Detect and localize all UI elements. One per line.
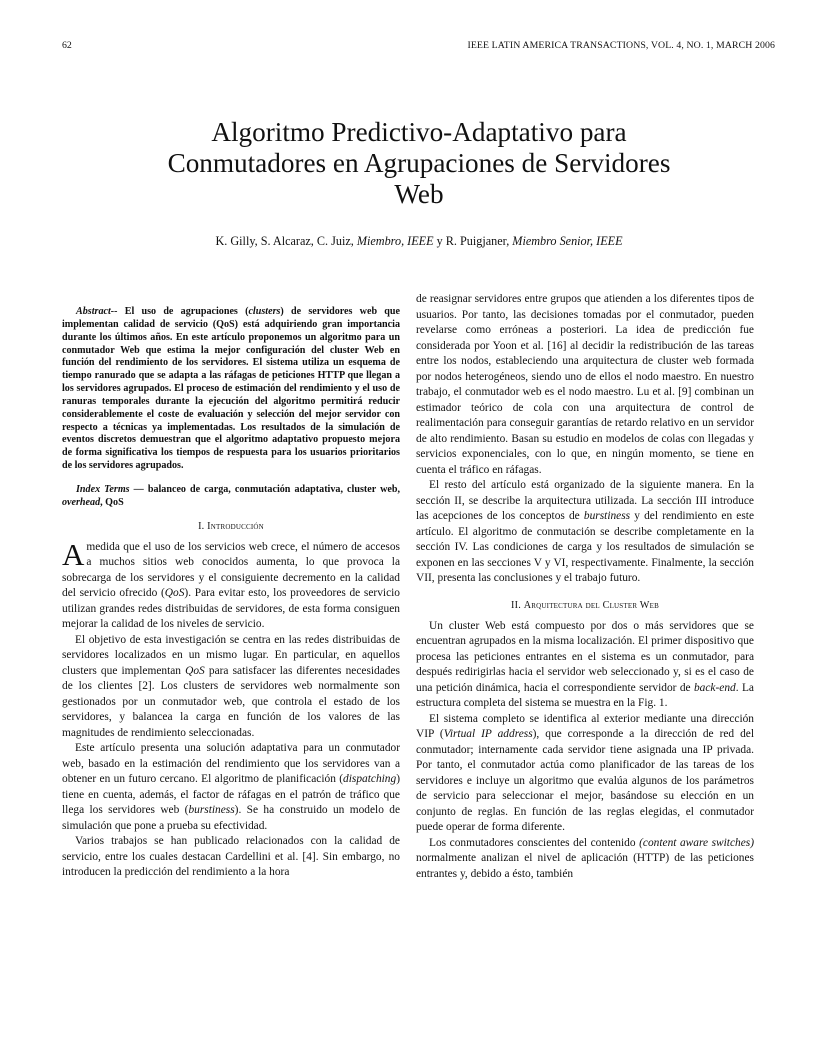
title-line: Conmutadores en Agrupaciones de Servidores bbox=[167, 148, 671, 178]
section-title: Arquitectura del Cluster Web bbox=[523, 599, 659, 611]
section-heading-introduction bbox=[62, 520, 400, 533]
paragraph bbox=[62, 536, 400, 633]
author-list bbox=[60, 234, 778, 249]
paragraph-text: ), que corresponde a la dirección de red del conmutador; internamente cada servidor tiene asignada una IP privada. Por tanto, el conmutador actúa como planificador de las tareas de los servidores e incluye un algoritmo que evalúa algunos de los parámetros de servicio para seleccionar el mejor, basándose su elección en un conjunto de reglas. En función de las reglas elegidas, el conmutador puede operar de forma diferente. bbox=[416, 728, 755, 833]
abstract-label: Abstract-- bbox=[76, 306, 118, 317]
paragraph-text: Este artículo presenta una solución adaptativa para un conmutador web, basado en la estimación del rendimiento que los servidores van a obtener en un futuro cercano. El algoritmo de planificación ( bbox=[62, 742, 400, 786]
emphasis: burstiness bbox=[188, 804, 235, 817]
left-column bbox=[62, 306, 400, 881]
author-role: Miembro Senior, IEEE bbox=[512, 234, 623, 248]
emphasis: burstiness bbox=[583, 510, 631, 522]
paragraph-text: ). Para evitar esto, los proveedores de servicio utilizan grandes redes distribuidas de servidores, de esta forma consiguen mejorar la calidad de los niveles de servicio. bbox=[62, 587, 400, 631]
index-terms bbox=[62, 484, 400, 510]
author-role: Miembro, IEEE bbox=[356, 234, 434, 248]
paragraph-text: ). Se ha construido un modelo de simulación que pone a prueba su efectividad. bbox=[62, 804, 401, 832]
paper-title bbox=[60, 117, 778, 210]
paragraph-text: para satisfacer las diferentes necesidades de los clientes [2]. Los clusters de servidores web normalmente son gestionados por un conmutador web, que controla el estado de los servidores, y balancea la carga en función de los valores de las magnitudes de rendimiento seleccionadas. bbox=[62, 664, 400, 739]
paragraph-text: El resto del artículo está organizado de la siguiente manera. En la sección II, se describe la arquitectura utilizada. La sección III introduce las acepciones de los conceptos de bbox=[416, 479, 754, 522]
abstract-text: ) de servidores web que implementan calidad de servicio (QoS) está adquiriendo gran importancia durante los últimos años. En este artículo proponemos un algoritmo para un conmutador Web que estima la mejor configuración del cluster Web en función del rendimiento de los servidores. El sistema utiliza un esquema de tiempo ranurado que se adapta a las ráfagas de peticiones HTTP que llegan a los servidores agrupados. El proceso de estimación del rendimiento y el uso de ranuras temporales durante la ejecución del algoritmo permitirá reducir considerablemente el coste de evaluación y selección del mejor servidor con respecto a técnicas ya implementadas. Los resultados de la simulación de eventos discretos demuestran que el algoritmo adaptativo propuesto mejora de forma significativa los tiempos de respuesta para los usuarios prioritarios de los servidores agrupados. bbox=[62, 306, 401, 472]
index-terms-text: — balanceo de carga, conmutación adaptativa, cluster web, bbox=[129, 483, 400, 495]
emphasis: QoS bbox=[164, 587, 185, 600]
paragraph bbox=[416, 836, 754, 883]
paragraph bbox=[416, 619, 754, 712]
paragraph-text: El objetivo de esta investigación se centra en las redes distribuidas de servidores localizados en un mismo lugar. En particular, en aquellos clusters que implementan bbox=[62, 633, 400, 677]
paragraph bbox=[62, 741, 400, 834]
paragraph: de reasignar servidores entre grupos que atienden a los diferentes tipos de usuarios. Por tanto, las decisiones tomadas por el conmutador, pueden revelarse como erróneas a posteriori. La idea de predicción fue considerada por Yoon et al. [16] al decidir la redistribución de las tareas entre los nodos, estableciendo una arquitectura de cluster web formada por nodos heterogéneos, siendo uno de ellos el nodo maestro. En nuestro trabajo, el conmutador web es el nodo maestro. Lu et al. [9] combinan un estimador teórico de cola con una arquitectura de control de realimentación para conseguir garantías de retardo relativo en un servidor de alto rendimiento. Basan su estudio en modelos de colas con llegadas y servicios exponenciales, con lo que, en ningún momento, se tiene en cuenta el tráfico en ráfagas. bbox=[416, 293, 754, 476]
introduction-continued bbox=[416, 292, 754, 587]
page-header bbox=[62, 39, 775, 53]
index-terms-text: , QoS bbox=[100, 496, 124, 508]
title-line: Web bbox=[394, 179, 444, 209]
right-column bbox=[416, 292, 754, 882]
emphasis: (content aware switches) bbox=[639, 836, 754, 849]
section-numeral: I. bbox=[198, 520, 208, 532]
paragraph-text: normalmente analizan el nivel de aplicación (HTTP) de las peticiones entrantes y, debido a ésto, también bbox=[416, 852, 754, 880]
paragraph bbox=[62, 633, 400, 742]
paragraph-text: ) tiene en cuenta, además, el factor de ráfagas en el patrón de tráfico que llega los servidores web ( bbox=[62, 773, 400, 817]
introduction-body bbox=[62, 536, 401, 881]
paragraph-text: y del rendimiento en este artículo. El algoritmo de conmutación se describe completamente en la sección IV. Las condiciones de carga y los resultados de simulación se exponen en las secciones V y VI, respectivamente. Finalmente, la sección VII, presenta las conclusiones y el trabajo futuro. bbox=[416, 510, 754, 584]
index-terms-label: Index Terms bbox=[76, 483, 130, 495]
paragraph bbox=[416, 712, 754, 836]
title-line: Algoritmo Predictivo-Adaptativo para bbox=[211, 117, 627, 147]
abstract-emphasis: clusters bbox=[248, 306, 281, 317]
section-numeral: II. bbox=[511, 599, 524, 611]
index-terms-emphasis: overhead bbox=[62, 496, 101, 508]
architecture-body bbox=[416, 619, 754, 883]
paragraph-text: medida que el uso de los servicios web crece, el número de accesos a muchos sitios web conocidos aumenta, lo que provoca la sobrecarga de los servidores y el consiguiente decremento en la calidad del servicio ofrecido ( bbox=[62, 540, 400, 600]
section-title: Introducción bbox=[207, 520, 264, 532]
paragraph: Varios trabajos se han publicado relacionados con la calidad de servicio, entre los cuales destacan Cardellini et al. [4]. Sin embargo, no introducen la predicción del rendimiento a la hora bbox=[62, 835, 400, 879]
abstract bbox=[62, 306, 400, 473]
paragraph-text: El sistema completo se identifica al exterior mediante una dirección VIP ( bbox=[416, 712, 754, 740]
paragraph-text: Un cluster Web está compuesto por dos o más servidores que se encuentran agrupados en la misma localización. El primer dispositivo que procesa las peticiones entrantes en el sistema es un conmutador, para después redirigirlas hacia el servidor web seleccionado y, si es el caso de una petición dinámica, hacia el correspondiente servidor de bbox=[416, 619, 754, 694]
emphasis: back-end bbox=[693, 681, 736, 694]
author-names: K. Gilly, S. Alcaraz, C. Juiz, bbox=[215, 234, 357, 248]
journal-running-head: IEEE LATIN AMERICA TRANSACTIONS, VOL. 4, NO. 1, MARCH 2006 bbox=[467, 40, 775, 51]
abstract-text: El uso de agrupaciones ( bbox=[117, 306, 249, 317]
section-heading-architecture bbox=[416, 599, 754, 612]
emphasis: Virtual IP address bbox=[443, 728, 533, 740]
paragraph-text: . La estructura completa del sistema se muestra en la Fig. 1. bbox=[416, 681, 754, 709]
drop-cap: A bbox=[62, 536, 85, 572]
author-names: y R. Puigjaner, bbox=[433, 234, 513, 248]
paragraph-text: Los conmutadores conscientes del contenido bbox=[429, 836, 640, 849]
emphasis: dispatching bbox=[343, 773, 397, 786]
page-number: 62 bbox=[62, 40, 72, 51]
paragraph bbox=[416, 478, 754, 587]
emphasis: QoS bbox=[185, 664, 205, 677]
